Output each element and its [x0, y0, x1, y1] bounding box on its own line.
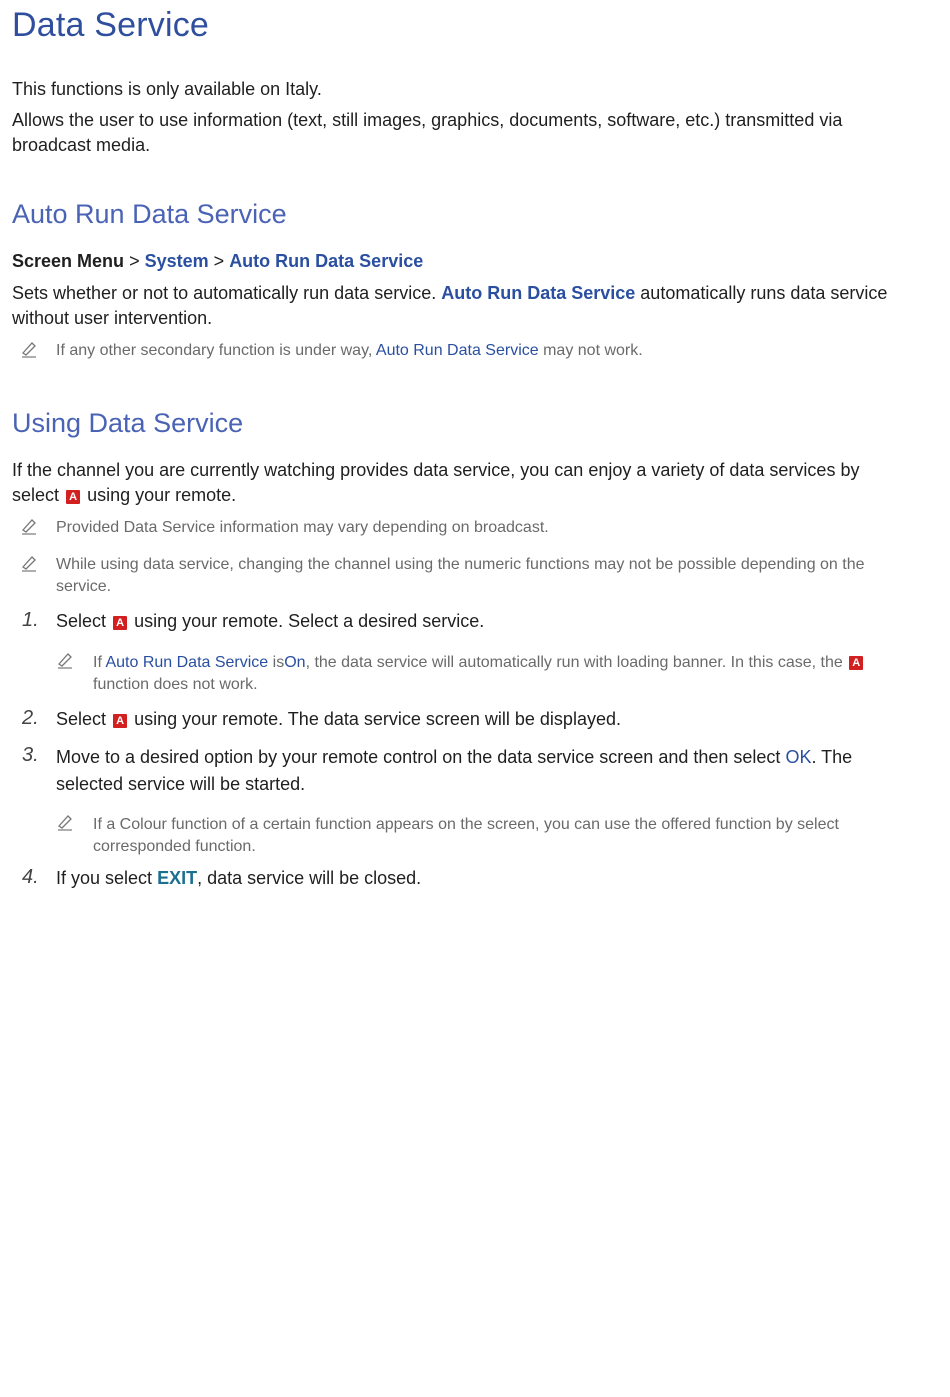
step-number: 4.: [22, 866, 39, 888]
step-1-text: Select: [56, 611, 107, 631]
step-1-note-end: function does not work.: [93, 676, 258, 693]
menu-path: [12, 249, 902, 274]
using-note-broadcast: Provided Data Service information may vary depending on broadcast.: [56, 519, 549, 536]
step-1-note-is: is: [272, 654, 285, 671]
note-pencil-icon: [20, 554, 38, 572]
exit-button-label: EXIT: [157, 868, 198, 888]
step-1-note: [93, 652, 883, 696]
red-a-button-icon: A: [849, 656, 863, 670]
step-3-note: If a Colour function of a certain function appears on the screen, you can use the offered function by select corresponded function.: [93, 816, 839, 855]
using-desc-text-end: using your remote.: [87, 485, 237, 505]
section-heading-auto-run: Auto Run Data Service: [12, 199, 287, 229]
using-description: [12, 458, 872, 508]
step-1-text-end: using your remote. Select a desired service.: [134, 611, 485, 631]
note-pencil-icon: [56, 813, 74, 831]
note-pencil-icon: [20, 340, 38, 358]
step-1-note-text: If: [93, 654, 102, 671]
using-note-numeric: While using data service, changing the channel using the numeric functions may not be possible depending on the service.: [56, 556, 865, 595]
step-2: [56, 707, 902, 732]
note-pencil-icon: [56, 651, 74, 669]
step-4: [56, 866, 902, 891]
auto-run-desc-text: Sets whether or not to automatically run data service.: [12, 283, 437, 303]
intro-description: Allows the user to use information (text, still images, graphics, documents, software, etc.) transmitted via broadcast media.: [12, 110, 843, 155]
step-1: [56, 609, 902, 634]
note-pencil-icon: [20, 517, 38, 535]
step-3: [56, 744, 902, 798]
menu-path-auto-run[interactable]: Auto Run Data Service: [229, 251, 424, 271]
step-4-text-end: , data service will be closed.: [197, 868, 422, 888]
step-4-text: If you select: [56, 868, 153, 888]
red-a-button-icon: A: [66, 490, 80, 504]
using-desc-text: If the channel you are currently watching provides data service, you can enjoy a variety of data services by select: [12, 460, 860, 505]
step-2-text-end: using your remote. The data service screen will be displayed.: [134, 709, 621, 729]
auto-run-note-link: Auto Run Data Service: [375, 342, 539, 359]
red-a-button-icon: A: [113, 714, 127, 728]
ok-button-label: OK: [785, 747, 812, 767]
page-title: Data Service: [12, 6, 210, 44]
auto-run-note-text: If any other secondary function is under way,: [56, 342, 373, 359]
auto-run-desc-text-end: automatically runs data service without user intervention.: [12, 283, 888, 328]
menu-path-separator: >: [129, 251, 140, 271]
step-number: 2.: [22, 707, 39, 729]
step-3-text-end: . The selected service will be started.: [56, 747, 853, 794]
red-a-button-icon: A: [113, 616, 127, 630]
step-number: 1.: [22, 609, 39, 631]
menu-path-root: Screen Menu: [12, 251, 125, 271]
step-3-text: Move to a desired option by your remote control on the data service screen and then select: [56, 747, 781, 767]
step-1-note-link: Auto Run Data Service: [105, 654, 269, 671]
step-1-note-on: On: [284, 654, 306, 671]
step-2-text: Select: [56, 709, 107, 729]
step-1-note-mid: , the data service will automatically run with loading banner. In this case, the: [305, 654, 843, 671]
intro-availability: This functions is only available on Italy.: [12, 79, 322, 99]
auto-run-description: [12, 281, 902, 331]
auto-run-note: [56, 340, 906, 362]
step-number: 3.: [22, 744, 39, 766]
auto-run-desc-link: Auto Run Data Service: [441, 283, 636, 303]
menu-path-separator: >: [213, 251, 225, 271]
auto-run-note-text-end: may not work.: [543, 342, 643, 359]
menu-path-system[interactable]: System: [144, 251, 209, 271]
section-heading-using: Using Data Service: [12, 408, 244, 438]
